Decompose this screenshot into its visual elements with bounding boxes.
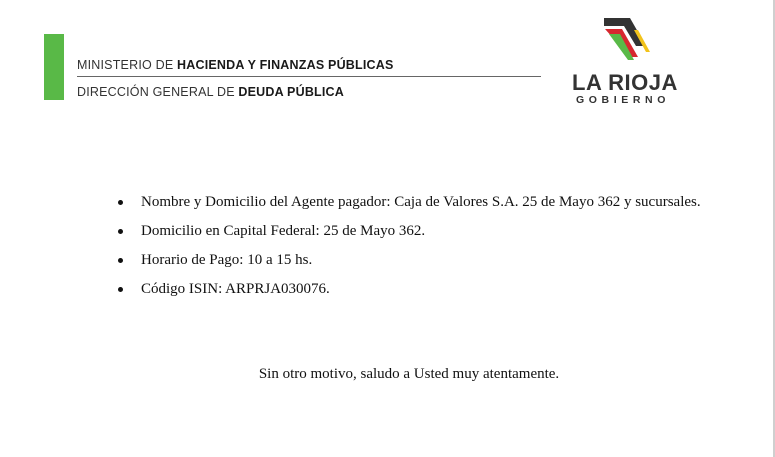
list-item-text: Domicilio en Capital Federal: 25 de Mayo 362. <box>141 223 426 239</box>
bullet-icon <box>118 200 123 205</box>
bullet-icon <box>118 229 123 234</box>
bullet-icon <box>118 258 123 263</box>
list-item-text: Código ISIN: ARPRJA030076. <box>141 281 330 297</box>
logo-name: LA RIOJA <box>572 70 678 95</box>
direction-heading <box>77 85 344 99</box>
ministry-name: HACIENDA Y FINANZAS PÚBLICAS <box>177 58 394 72</box>
list-item <box>112 188 722 217</box>
closing-line: Sin otro motivo, saludo a Usted muy atentamente. <box>258 366 560 382</box>
la-rioja-logo-icon <box>600 16 650 66</box>
logo-subtitle: GOBIERNO <box>576 94 670 106</box>
header-divider <box>77 76 541 77</box>
direction-prefix: DIRECCIÓN GENERAL DE <box>77 85 239 99</box>
list-item-text: Nombre y Domicilio del Agente pagador: Caja de Valores S.A. 25 de Mayo 362 y sucursales. <box>141 194 701 210</box>
list-item <box>112 246 722 275</box>
ministry-heading <box>77 58 394 72</box>
header-accent-bar <box>44 34 64 100</box>
ministry-prefix: MINISTERIO DE <box>77 58 178 72</box>
details-list <box>112 188 722 304</box>
bullet-icon <box>118 287 123 292</box>
direction-name: DEUDA PÚBLICA <box>238 85 345 99</box>
list-item-text: Horario de Pago: 10 a 15 hs. <box>141 252 313 268</box>
list-item <box>112 217 722 246</box>
list-item <box>112 275 722 304</box>
